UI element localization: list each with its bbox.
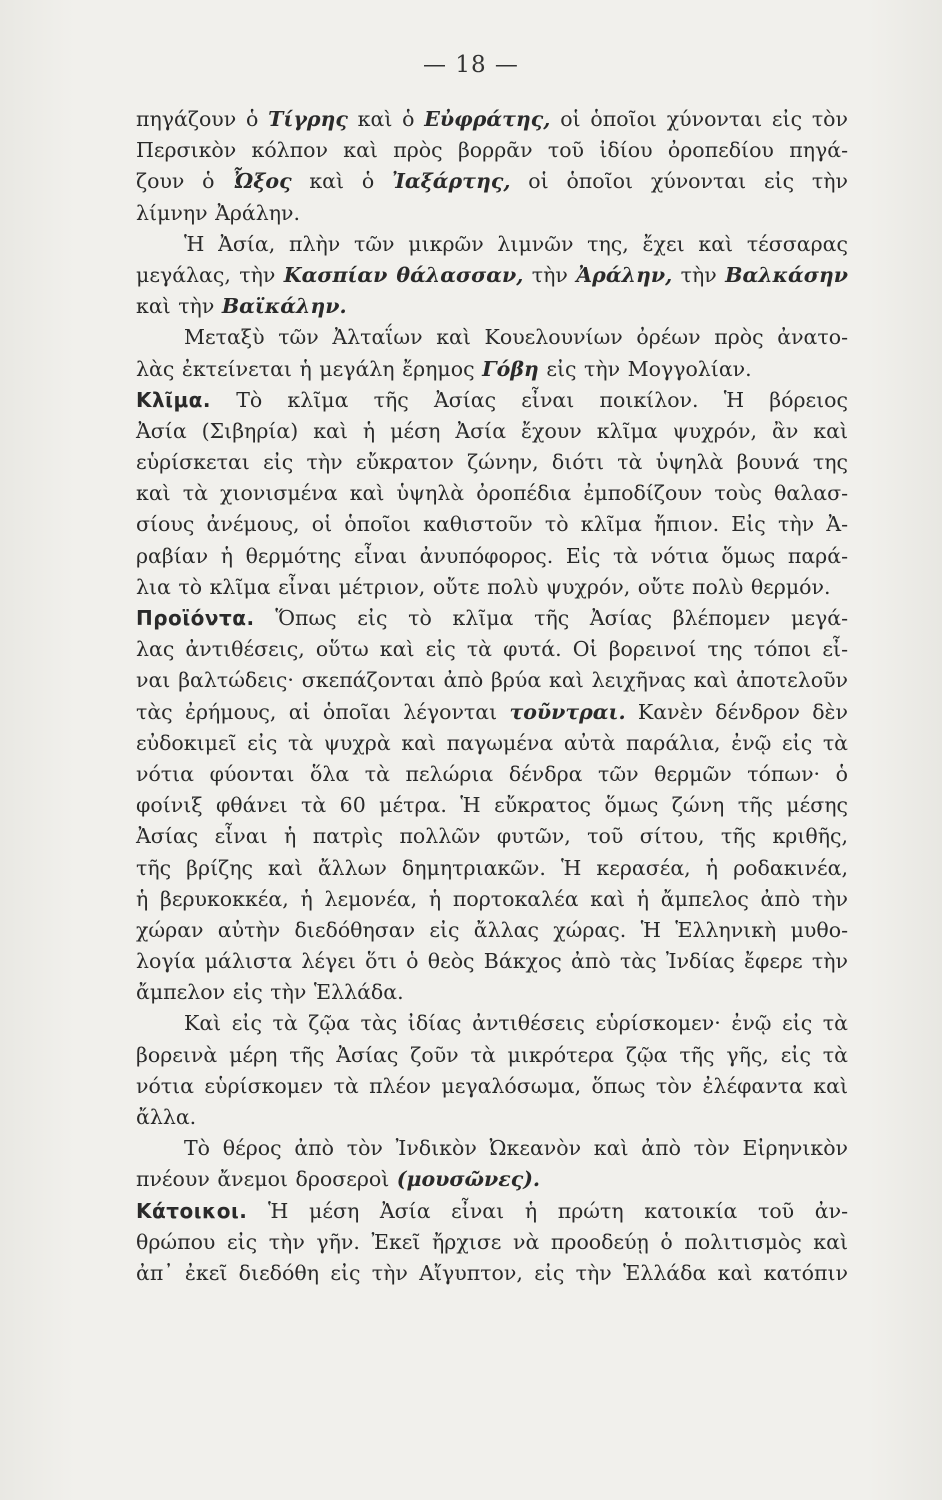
section-heading: Κάτοικοι. [136, 1198, 248, 1223]
text-line [136, 821, 848, 852]
text-segment: Μεταξὺ τῶν Ἀλταΐων καὶ Κουελουνίων ὀρέων πρὸς ἀνατο- [184, 325, 848, 350]
text-segment: τὴν [672, 262, 726, 287]
text-segment: λογία μάλιστα λέγει ὅτι ὁ θεὸς Βάκχος ἀπὸ τὰς Ἰνδίας ἔφερε τὴν [136, 949, 848, 974]
text-segment: τὰς ἐρήμους, αἱ ὁποῖαι λέγονται [136, 699, 510, 724]
text-segment: χώραν αὐτὴν διεδόθησαν εἰς ἄλλας χώρας. Ἡ Ἑλληνικὴ μυθο- [136, 917, 848, 942]
section-heading: Κλῖμα. [136, 387, 212, 412]
text-segment: Περσικὸν κόλπον καὶ πρὸς βορρᾶν τοῦ ἰδίου ὀροπεδίου πηγά- [136, 138, 848, 163]
text-line [136, 541, 848, 572]
text-segment: θρώπου εἰς τὴν γῆν. Ἐκεῖ ἤρχισε νὰ προοδεύῃ ὁ πολιτισμὸς καὶ [136, 1229, 848, 1254]
text-line [136, 447, 848, 478]
text-line [136, 385, 848, 416]
text-line [136, 1071, 848, 1102]
text-line [136, 1102, 848, 1133]
text-segment: ζουν ὁ [136, 169, 233, 194]
text-segment: εὐδοκιμεῖ εἰς τὰ ψυχρὰ καὶ παγωμένα αὐτὰ παράλια, ἐνῷ εἰς τὰ [136, 730, 848, 755]
text-line [136, 354, 848, 385]
text-segment: Ἡ Ἀσία, πλὴν τῶν μικρῶν λιμνῶν της, ἔχει καὶ τέσσαρας [184, 231, 848, 256]
emphasized-term: Ἰαξάρτης, [391, 169, 511, 194]
text-segment: Ἀσίας εἶναι ἡ πατρὶς πολλῶν φυτῶν, τοῦ σίτου, τῆς κριθῆς, [136, 824, 848, 849]
text-line [136, 416, 848, 447]
text-line [136, 1164, 848, 1195]
text-segment: καὶ ὁ [347, 107, 425, 131]
text-segment: λὰς ἐκτείνεται ἡ μεγάλη ἔρημος [136, 356, 483, 381]
text-line [136, 853, 848, 884]
text-line [136, 166, 848, 197]
text-line [136, 634, 848, 665]
text-segment: Τὸ κλῖμα τῆς Ἀσίας εἶναι ποικίλον. Ἡ βόρειος [211, 387, 848, 412]
text-segment: καὶ ὁ [291, 169, 392, 194]
text-segment: τῆς βρίζης καὶ ἄλλων δημητριακῶν. Ἡ κερασέα, ἡ ροδακινέα, [136, 855, 848, 880]
text-segment: βορεινὰ μέρη τῆς Ἀσίας ζοῦν τὰ μικρότερα ζῷα τῆς γῆς, εἰς τὰ [136, 1042, 848, 1067]
text-segment: ἄμπελον εἰς τὴν Ἑλλάδα. [136, 980, 404, 1005]
emphasized-term: Τίγρης [268, 107, 348, 131]
text-line [136, 790, 848, 821]
text-line [136, 1227, 848, 1258]
text-segment: λίμνην Ἀράλην. [136, 200, 301, 225]
text-line [136, 322, 848, 353]
text-line [136, 260, 848, 291]
text-segment: ἀπ᾿ ἐκεῖ διεδόθη εἰς τὴν Αἴγυπτον, εἰς τὴν Ἑλλάδα καὶ κατόπιν [136, 1260, 848, 1285]
text-segment: οἱ ὁποῖοι χύνονται εἰς τὸν [550, 107, 848, 131]
text-segment: Ἀσία (Σιβηρία) καὶ ἡ μέση Ἀσία ἔχουν κλῖμα ψυχρόν, ἂν καὶ [136, 418, 848, 443]
text-line [136, 915, 848, 946]
text-line [136, 977, 848, 1008]
text-line [136, 728, 848, 759]
text-line [136, 1258, 848, 1289]
text-line [136, 198, 848, 229]
text-segment: μεγάλας, τὴν [136, 262, 284, 287]
text-segment: ραβίαν ἡ θερμότης εἶναι ἀνυπόφορος. Εἰς τὰ νότια ὅμως παρά- [136, 543, 848, 568]
text-segment: ἡ βερυκοκκέα, ἡ λεμονέα, ἡ πορτοκαλέα καὶ ἡ ἄμπελος ἀπὸ τὴν [136, 886, 848, 911]
section-heading: Προϊόντα. [136, 606, 255, 630]
text-line [136, 229, 848, 260]
text-line [136, 1040, 848, 1071]
text-segment: Κανὲν δένδρον δὲν [625, 699, 849, 724]
emphasized-term: Βαϊκάλην. [221, 294, 347, 319]
text-line [136, 478, 848, 509]
text-segment: Ὅπως εἰς τὸ κλῖμα τῆς Ἀσίας βλέπομεν μεγά- [254, 606, 848, 630]
page-number: — 18 — [423, 52, 519, 78]
emphasized-term: Ὦξος [232, 169, 292, 194]
text-line [136, 665, 848, 696]
text-segment: λια τὸ κλῖμα εἶναι μέτριον, οὔτε πολὺ ψυχρόν, οὔτε πολὺ θερμόν. [136, 574, 831, 599]
emphasized-term: Κασπίαν θάλασσαν, [283, 262, 524, 287]
text-segment: εὑρίσκεται εἰς τὴν εὔκρατον ζώνην, διότι τὰ ὑψηλὰ βουνά της [136, 450, 848, 475]
text-segment: καὶ τὰ χιονισμένα καὶ ὑψηλὰ ὀροπέδια ἐμποδίζουν τοὺς θαλασ- [136, 481, 848, 506]
text-line [136, 759, 848, 790]
text-segment: τὴν [523, 262, 577, 287]
text-segment: πνέουν ἄνεμοι δροσεροὶ [136, 1167, 397, 1192]
text-line [136, 104, 848, 135]
text-segment: Τὸ θέρος ἀπὸ τὸν Ἰνδικὸν Ὠκεανὸν καὶ ἀπὸ τὸν Εἰρηνικὸν [184, 1136, 848, 1161]
text-line [136, 603, 848, 634]
text-line [136, 697, 848, 728]
emphasized-term: (μουσῶνες). [396, 1167, 541, 1192]
text-segment: φοίνιξ φθάνει τὰ 60 μέτρα. Ἡ εὔκρατος ὅμως ζώνη τῆς μέσης [136, 793, 848, 818]
text-line [136, 946, 848, 977]
text-line [136, 1008, 848, 1039]
text-line [136, 572, 848, 603]
text-segment: πηγάζουν ὁ [136, 107, 269, 131]
text-segment: νότια φύονται ὅλα τὰ πελώρια δένδρα τῶν θερμῶν τόπων· ὁ [136, 761, 848, 786]
text-segment: ἄλλα. [136, 1105, 197, 1129]
emphasized-term: Εὐφράτης, [424, 107, 551, 131]
emphasized-term: τοῦντραι. [509, 699, 626, 724]
text-line [136, 291, 848, 322]
text-line [136, 135, 848, 166]
body-text [136, 104, 848, 1289]
emphasized-term: Ἀράλην, [576, 262, 673, 287]
text-line [136, 884, 848, 915]
text-segment: ναι βαλτώδεις· σκεπάζονται ἀπὸ βρύα καὶ λειχῆνας καὶ ἀποτελοῦν [136, 668, 848, 693]
text-segment: σίους ἀνέμους, οἱ ὁποῖοι καθιστοῦν τὸ κλῖμα ἤπιον. Εἰς τὴν Ἀ- [136, 512, 848, 537]
text-line [136, 1133, 848, 1164]
text-segment: οἱ ὁποῖοι χύνονται εἰς τὴν [510, 169, 848, 194]
text-segment: νότια εὑρίσκομεν τὰ πλέον μεγαλόσωμα, ὅπως τὸν ἐλέφαντα καὶ [136, 1073, 848, 1098]
text-segment: εἰς τὴν Μογγολίαν. [538, 356, 752, 381]
text-segment: Ἡ μέση Ἀσία εἶναι ἡ πρώτη κατοικία τοῦ ἀν- [247, 1198, 848, 1223]
text-segment: καὶ τὴν [136, 294, 222, 319]
text-line [136, 1196, 848, 1227]
text-line [136, 509, 848, 540]
text-segment: Καὶ εἰς τὰ ζῷα τὰς ἰδίας ἀντιθέσεις εὑρίσκομεν· ἐνῷ εἰς τὰ [184, 1011, 848, 1036]
emphasized-term: Βαλκάσην [725, 262, 849, 287]
text-segment: λας ἀντιθέσεις, οὕτω καὶ εἰς τὰ φυτά. Οἱ βορεινοί της τόποι εἶ- [136, 637, 848, 662]
emphasized-term: Γόβη [482, 356, 539, 381]
